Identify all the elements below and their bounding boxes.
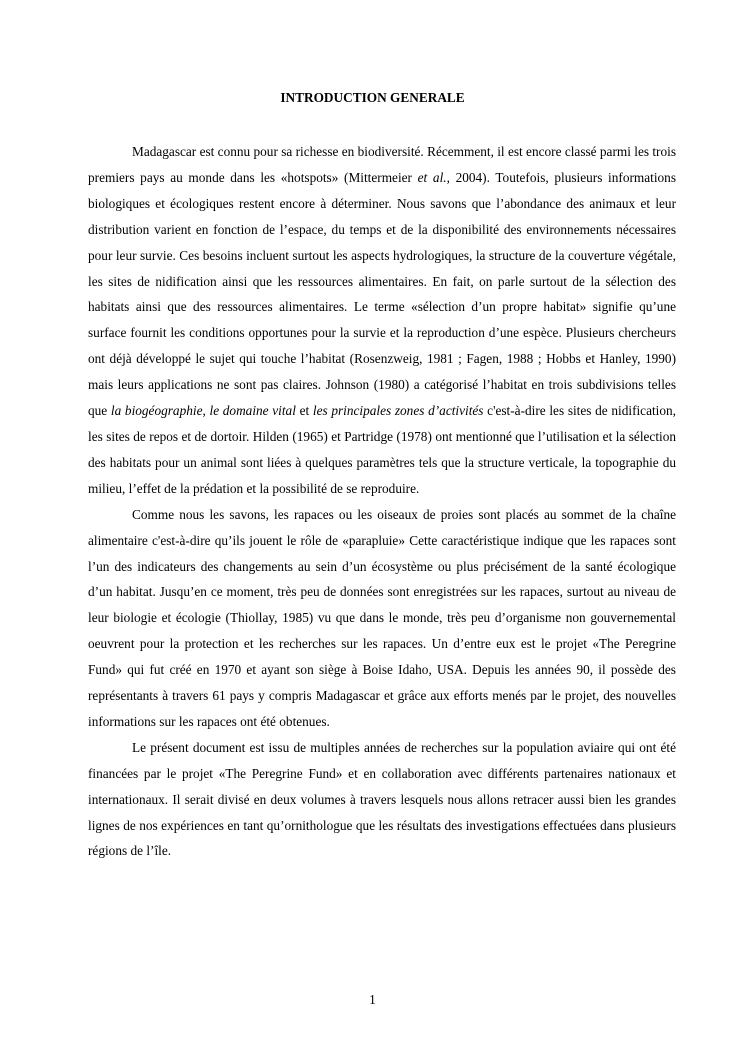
italic-text: les principales zones d’activités (312, 403, 484, 419)
text-segment: Le présent document est issu de multiples années de recherches sur la population aviaire qui ont été financées par le projet «The Peregrine Fund» et en collaboration avec différents partenaires nationaux et internationaux. Il serait divisé en deux volumes à travers lesquels nous allons retracer aussi bien les grandes lignes de nos expériences en tant qu’ornithologue que les résultats des investigations effectuées dans plusieurs régions de l’île. (88, 739, 676, 859)
paragraph-2 (88, 502, 676, 735)
text-segment: Madagascar est connu pour sa richesse en biodiversité. Récemment, il est encore classé parmi les trois premiers pays au monde dans les «hotspots» (Mittermeier (88, 144, 676, 185)
page-number: 1 (369, 992, 376, 1007)
italic-text: la biogéographie (110, 403, 203, 419)
italic-text: le domaine vital (209, 403, 296, 419)
page-title: INTRODUCTION GENERALE (280, 90, 465, 105)
body-text (88, 139, 676, 864)
paragraph-3 (88, 735, 676, 865)
text-segment: et (295, 403, 313, 419)
paragraph-1 (88, 139, 676, 502)
text-segment: c'est-à-dire les sites de nidification, les sites de repos et de dortoir. Hilden (1965) et Partridge (1978) ont mentionné que l’utilisation et la sélection des habitats pour un animal sont liées à quelques paramètres tels que la structure verticale, la topographie du milieu, l’effet de la prédation et la possibilité de se reproduire. (88, 403, 676, 496)
italic-text: et al. (417, 169, 447, 185)
text-segment: , 2004). Toutefois, plusieurs informations biologiques et écologiques restent encore à déterminer. Nous savons que l’abondance des animaux et leur distribution varient en fonction de l’espace, du temps et de la disponibilité des environnements nécessaires pour leur survie. Ces besoins incluent surtout les aspects hydrologiques, la structure de la couverture végétale, les sites de nidification ainsi que les ressources alimentaires. En fait, on parle surtout de la sélection des habitats ainsi que des ressources alimentaires. Le terme «sélection d’un propre habitat» signifie qu’une surface fournit les conditions opportunes pour la survie et la reproduction d’une espèce. Plusieurs chercheurs ont déjà développé le sujet qui touche l’habitat (Rosenzweig, 1981 ; Fagen, 1988 ; Hobbs et Hanley, 1990) mais leurs applications ne sont pas claires. Johnson (1980) a catégorisé l’habitat en trois subdivisions telles que (88, 169, 676, 419)
text-segment: , (202, 403, 210, 419)
text-segment: Comme nous les savons, les rapaces ou les oiseaux de proies sont placés au sommet de la chaîne alimentaire c'est-à-dire qu’ils jouent le rôle de «parapluie» Cette caractéristique indique que les rapaces sont l’un des indicateurs des changements au sein d’un écosystème ou plus précisément de la santé écologique d’un habitat. Jusqu’en ce moment, très peu de données sont enregistrées sur les rapaces, surtout au niveau de leur biologie et écologie (Thiollay, 1985) vu que dans le monde, très peu d’organisme non gouvernemental oeuvrent pour la protection et les recherches sur les rapaces. Un d’entre eux est le projet «The Peregrine Fund» qui fut créé en 1970 et ayant son siège à Boise Idaho, USA. Depuis les années 90, il possède des représentants à travers 61 pays y compris Madagascar et grâce aux efforts menés par le projet, des nouvelles informations sur les rapaces ont été obtenues. (88, 506, 676, 729)
